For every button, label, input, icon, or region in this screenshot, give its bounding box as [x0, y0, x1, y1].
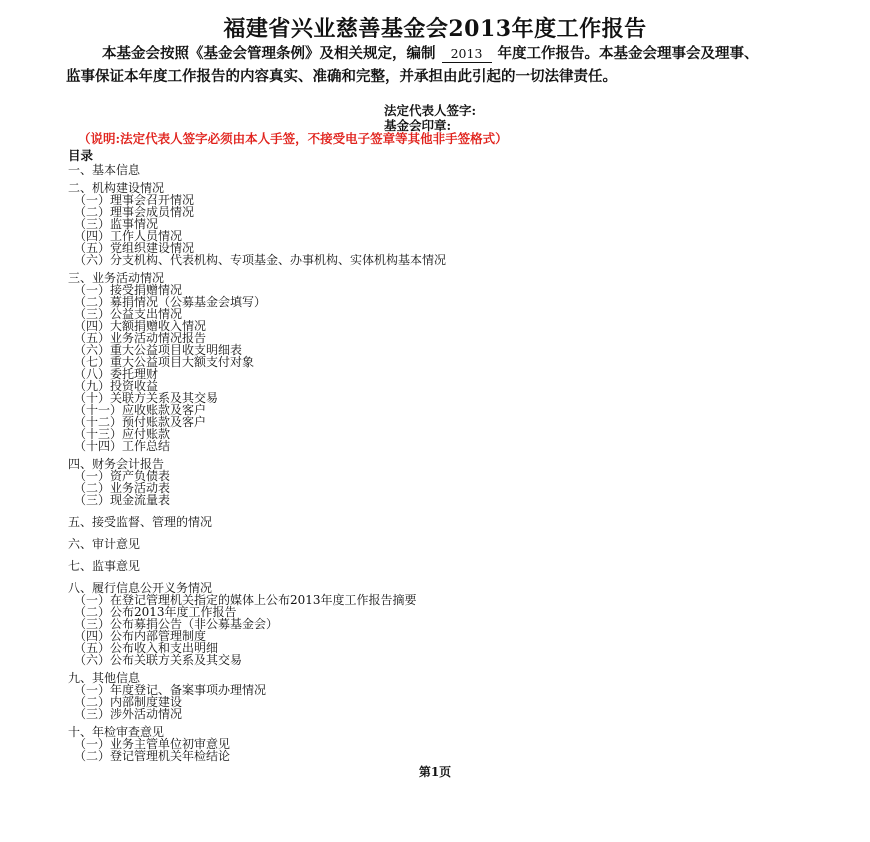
toc-item: （四）大额捐赠收入情况 — [74, 319, 207, 333]
report-year: 2013 — [442, 46, 492, 63]
intro-text-part2: 年度工作报告。本基金会理事会及理事、监事保证本年度工作报告的内容真实、准确和完整，并承担由此引起的一切法律责任。 — [66, 45, 759, 85]
toc-item: （三）涉外活动情况 — [74, 707, 183, 721]
toc-item: （五）党组织建设情况 — [74, 241, 195, 255]
toc-item: （一）业务主管单位初审意见 — [74, 737, 231, 751]
table-of-contents — [68, 164, 768, 762]
toc-item: （二）理事会成员情况 — [74, 205, 195, 219]
toc-section-heading: 五、接受监督、管理的情况 — [68, 515, 213, 529]
page-number: 第1页 — [418, 765, 452, 779]
toc-section-heading: 六、审计意见 — [68, 537, 141, 551]
toc-item: （八）委托理财 — [74, 367, 159, 381]
toc-item: （二）内部制度建设 — [74, 695, 183, 709]
toc-section-heading: 一、基本信息 — [68, 163, 141, 177]
toc-item: （十二）预付账款及客户 — [74, 415, 207, 429]
toc-title: 目录 — [68, 148, 94, 163]
toc-item: （二）公布2013年度工作报告 — [74, 605, 237, 619]
legal-rep-signature-label: 法定代表人签字: — [384, 103, 477, 118]
intro-text-part1: 本基金会按照《基金会管理条例》及相关规定，编制 — [102, 45, 436, 62]
toc-item: （十三）应付账款 — [74, 427, 171, 441]
report-title: 福建省兴业慈善基金会2013年度工作报告 — [223, 16, 647, 42]
toc-section-heading: 九、其他信息 — [68, 671, 141, 685]
toc-item: （三）监事情况 — [74, 217, 159, 231]
toc-item: （二）业务活动表 — [74, 481, 171, 495]
toc-item: （六）分支机构、代表机构、专项基金、办事机构、实体机构基本情况 — [74, 253, 447, 267]
toc-item: （三）现金流量表 — [74, 493, 171, 507]
toc-item: （一）资产负债表 — [74, 469, 171, 483]
toc-section-heading: 四、财务会计报告 — [68, 457, 165, 471]
toc-section-heading: 七、监事意见 — [68, 559, 141, 573]
toc-item: （三）公益支出情况 — [74, 307, 183, 321]
toc-item: （十）关联方关系及其交易 — [74, 391, 219, 405]
toc-item: （六）公布关联方关系及其交易 — [74, 653, 243, 667]
toc-item: （一）理事会召开情况 — [74, 193, 195, 207]
foundation-seal-label: 基金会印章: — [384, 118, 452, 133]
toc-item: （十一）应收账款及客户 — [74, 403, 207, 417]
toc-item: （九）投资收益 — [74, 379, 159, 393]
toc-section-heading: 十、年检审查意见 — [68, 725, 165, 739]
toc-item: （四）公布内部管理制度 — [74, 629, 207, 643]
toc-item: （十四）工作总结 — [74, 439, 171, 453]
toc-item: （五）业务活动情况报告 — [74, 331, 207, 345]
toc-item: （四）工作人员情况 — [74, 229, 183, 243]
toc-item: （三）公布募捐公告（非公募基金会） — [74, 617, 279, 631]
toc-item: （一）接受捐赠情况 — [74, 283, 183, 297]
toc-item: （六）重大公益项目收支明细表 — [74, 343, 243, 357]
toc-item: （二）募捐情况（公募基金会填写） — [74, 295, 267, 309]
toc-item: （五）公布收入和支出明细 — [74, 641, 219, 655]
toc-section-heading: 二、机构建设情况 — [68, 181, 165, 195]
toc-item: （二）登记管理机关年检结论 — [74, 749, 231, 763]
toc-item: （七）重大公益项目大额支付对象 — [74, 355, 255, 369]
intro-paragraph — [66, 42, 766, 88]
toc-item: （一）在登记管理机关指定的媒体上公布2013年度工作报告摘要 — [74, 593, 417, 607]
toc-section-heading: 八、履行信息公开义务情况 — [68, 581, 213, 595]
toc-item: （一）年度登记、备案事项办理情况 — [74, 683, 267, 697]
signature-note: （说明:法定代表人签字必须由本人手签，不接受电子签章等其他非手签格式） — [78, 131, 508, 146]
toc-section-heading: 三、业务活动情况 — [68, 271, 165, 285]
